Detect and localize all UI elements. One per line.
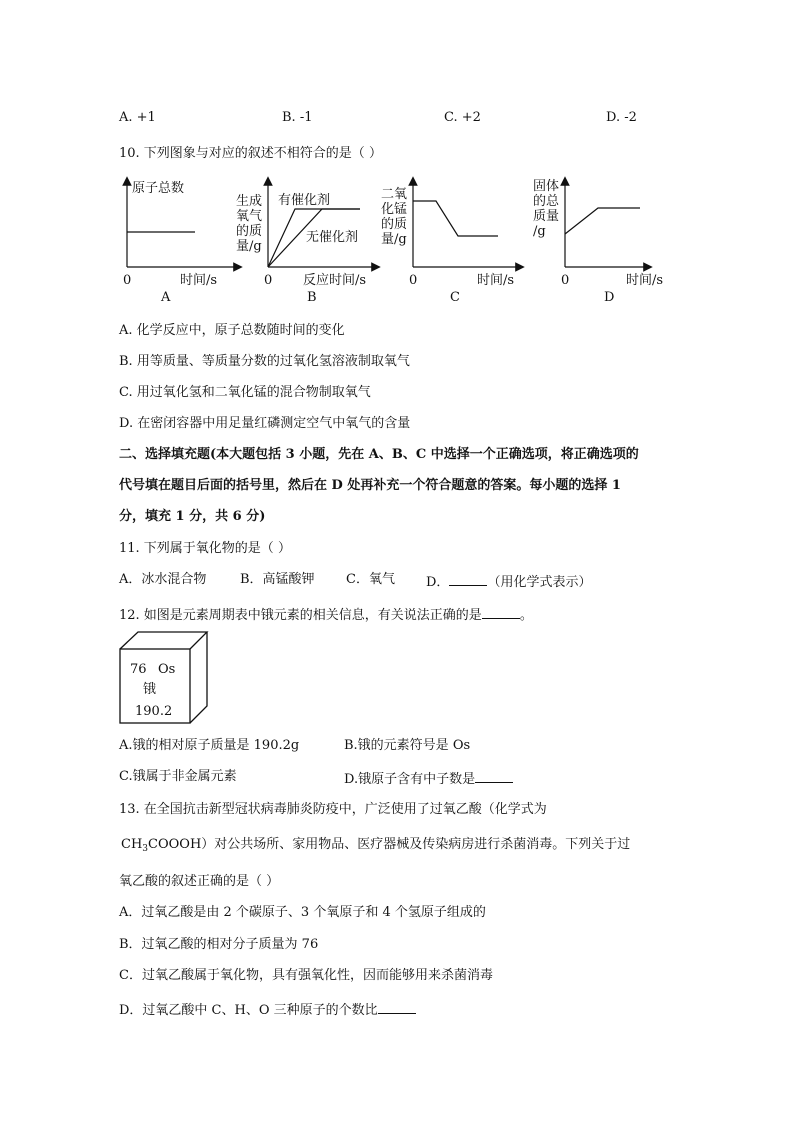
element-card-top <box>120 632 207 649</box>
q13-line-2 <box>121 838 630 854</box>
q9-option-b: B. -1 <box>282 110 313 125</box>
section2-line-1: 二、选择填充题(本大题包括 3 小题，先在 A、B、C 中选择一个正确选项，将正确选项的 <box>119 447 639 462</box>
q13-line-1: 13. 在全国抗击新型冠状病毒肺炎防疫中，广泛使用了过氧乙酸（化学式为 <box>119 802 547 817</box>
q13-formula-subscript: 3 <box>142 844 149 854</box>
graph-b-ylabel-1: 生成 <box>236 194 263 209</box>
graph-c <box>381 181 520 305</box>
graph-b-label-catalyst: 有催化剂 <box>278 193 331 208</box>
graph-d-caption: D <box>604 290 615 305</box>
q13-option-d-text: D．过氧乙酸中 C、H、O 三种原子的个数比 <box>119 1003 378 1018</box>
graph-a <box>123 180 238 305</box>
q13-option-c: C．过氧乙酸属于氧化物，具有强氧化性，因而能够用来杀菌消毒 <box>119 968 493 983</box>
graph-c-caption: C <box>450 290 460 305</box>
element-name: 锇 <box>143 682 157 697</box>
q10-graphs <box>110 175 664 310</box>
q12-stem-text: 12. 如图是元素周期表中锇元素的相关信息，有关说法正确的是 <box>119 608 482 623</box>
graph-d-origin: 0 <box>561 273 570 288</box>
graph-b <box>236 181 376 305</box>
q9-option-c: C. +2 <box>444 110 481 125</box>
q11-option-b: B．高锰酸钾 <box>240 572 315 587</box>
graph-b-ylabel-2: 氧气 <box>236 209 263 224</box>
element-symbol: Os <box>158 662 176 677</box>
graph-c-xlabel: 时间/s <box>477 273 515 288</box>
q12-option-d-text: D.锇原子含有中子数是 <box>344 772 476 787</box>
q9-option-a: A. +1 <box>119 110 156 125</box>
q11-option-d-suffix: （用化学式表示） <box>487 575 592 590</box>
q11-option-c: C．氧气 <box>346 572 395 587</box>
graph-c-ylabel-4: 量/g <box>381 232 407 247</box>
element-atomic-mass: 190.2 <box>135 704 173 719</box>
graph-d-ylabel-3: 质量 <box>533 209 560 224</box>
graph-b-label-no-catalyst: 无催化剂 <box>306 230 359 245</box>
graph-d-xlabel: 时间/s <box>626 273 664 288</box>
q12-option-b: B.锇的元素符号是 Os <box>344 738 471 753</box>
element-atomic-number: 76 <box>130 662 147 677</box>
q13-formula <box>121 837 214 852</box>
q13-line-3: 氧乙酸的叙述正确的是（ ） <box>119 874 280 889</box>
q9-option-d: D. -2 <box>606 110 637 125</box>
graph-c-ylabel-3: 的质 <box>381 217 408 232</box>
section2-line-3: 分，填充 1 分，共 6 分) <box>119 509 266 524</box>
graph-b-caption: B <box>307 290 317 305</box>
q10-stem: 10. 下列图象与对应的叙述不相符合的是（ ） <box>119 146 382 161</box>
q13-line-2-text: 对公共场所、家用物品、医疗器械及传染病房进行杀菌消毒。下列关于过 <box>214 837 631 852</box>
graph-b-origin: 0 <box>264 273 273 288</box>
section2-line-2: 代号填在题目后面的括号里，然后在 D 处再补充一个符合题意的答案。每小题的选择 1 <box>119 478 621 493</box>
q12-stem-end: 。 <box>519 608 533 623</box>
q11-option-d <box>426 573 591 589</box>
q10-option-a: A. 化学反应中，原子总数随时间的变化 <box>119 323 345 338</box>
graph-d-curve <box>565 208 640 234</box>
q13-formula-part-2: COOOH） <box>148 837 215 852</box>
q13-formula-part-1: CH <box>121 837 143 852</box>
q12-option-a: A.锇的相对原子质量是 190.2g <box>119 738 300 753</box>
q10-option-d: D. 在密闭容器中用足量红磷测定空气中氧气的含量 <box>119 416 411 431</box>
q11-option-a: A．冰水混合物 <box>119 572 207 587</box>
graph-d-ylabel-1: 固体 <box>533 179 560 194</box>
element-card <box>118 630 210 726</box>
graph-a-ylabel: 原子总数 <box>132 181 185 196</box>
q10-option-c: C. 用过氧化氢和二氧化锰的混合物制取氧气 <box>119 385 371 400</box>
q10-option-b: B. 用等质量、等质量分数的过氧化氢溶液制取氧气 <box>119 354 410 369</box>
graph-a-caption: A <box>161 290 171 305</box>
q13-option-a: A．过氧乙酸是由 2 个碳原子、3 个氧原子和 4 个氢原子组成的 <box>119 905 486 920</box>
graph-b-ylabel-4: 量/g <box>236 239 262 254</box>
q12-answer-blank[interactable] <box>482 606 520 619</box>
q13-option-b: B．过氧乙酸的相对分子质量为 76 <box>119 937 319 952</box>
graph-a-origin: 0 <box>123 273 132 288</box>
graph-d-ylabel-2: 的总 <box>533 194 560 209</box>
q11-option-d-prefix: D． <box>426 575 450 590</box>
graph-b-ylabel-3: 的质 <box>236 224 263 239</box>
q12-option-c: C.锇属于非金属元素 <box>119 769 237 784</box>
q11-stem: 11. 下列属于氧化物的是（ ） <box>119 541 291 556</box>
q12-stem <box>119 606 533 622</box>
graph-d-ylabel-4: /g <box>533 224 546 239</box>
q12-option-d-blank[interactable] <box>475 770 513 783</box>
q13-option-d-blank[interactable] <box>378 1001 416 1014</box>
graph-c-ylabel-1: 二氧 <box>381 187 408 202</box>
q11-answer-blank[interactable] <box>449 573 487 586</box>
q13-option-d <box>119 1001 416 1017</box>
q12-option-d <box>344 770 513 786</box>
graph-a-xlabel: 时间/s <box>180 273 218 288</box>
graph-c-ylabel-2: 化锰 <box>381 202 408 217</box>
graph-b-xlabel: 反应时间/s <box>303 273 367 288</box>
graph-c-curve <box>413 201 498 236</box>
graph-d <box>533 178 663 305</box>
graph-c-origin: 0 <box>409 273 418 288</box>
